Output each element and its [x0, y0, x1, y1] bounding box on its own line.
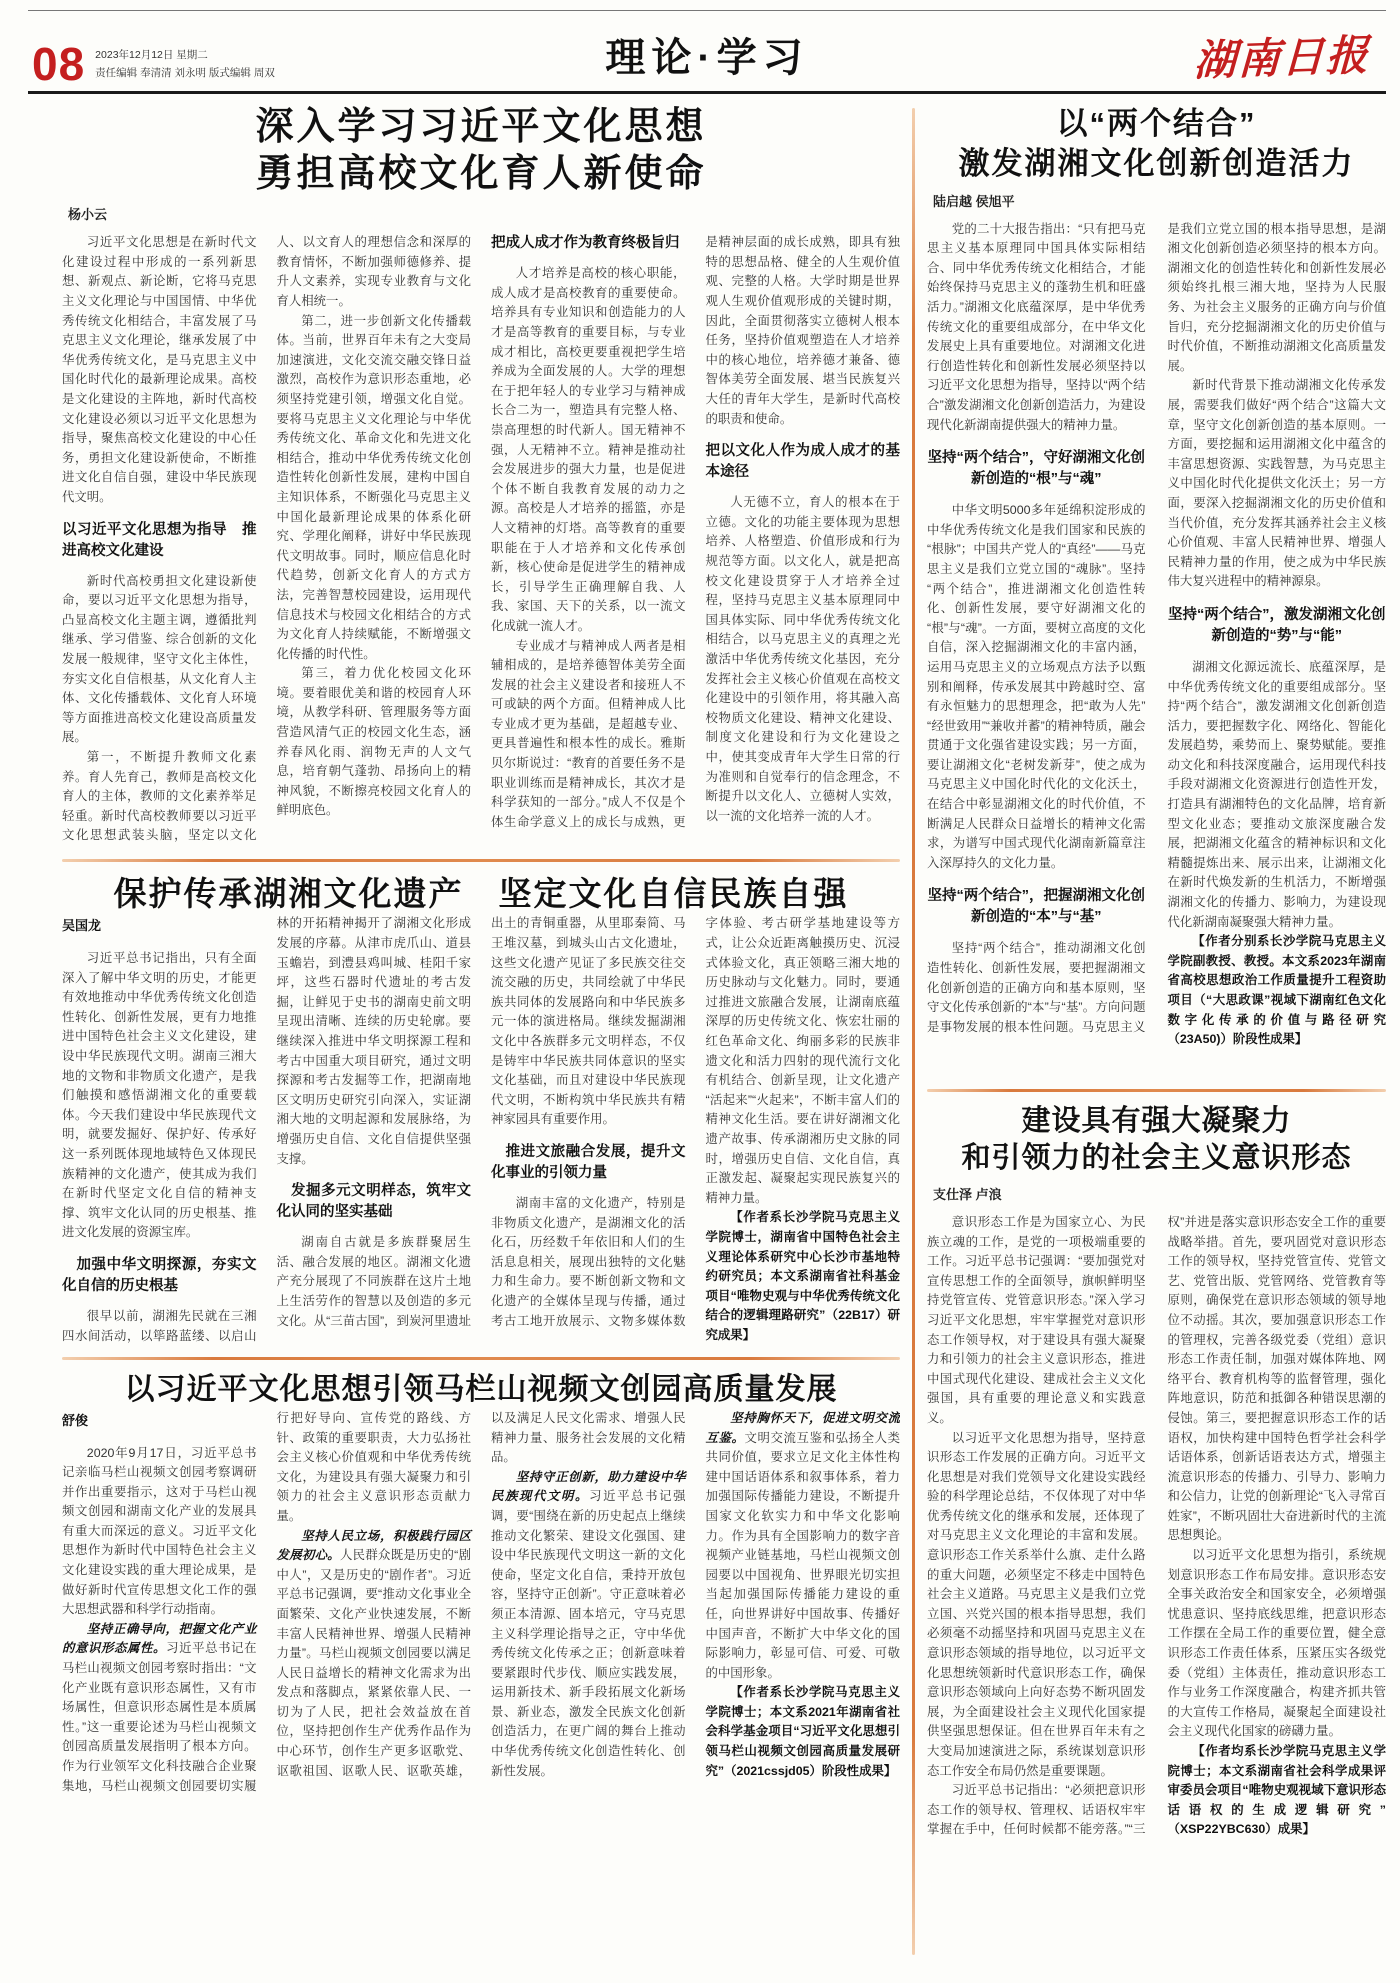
article-body — [62, 233, 900, 848]
title-line-1: 建设具有强大凝聚力 — [1021, 1104, 1292, 1137]
text-block — [1168, 932, 1387, 1050]
text-block — [927, 1213, 1146, 1429]
block-text: 很早以前，湖湘先民就在三湘四水间活动，以筚路蓝缕、以启山林的开拓精神揭开了湖湘文化形成发展的序幕。从津市虎爪山、道县玉蟾岩，到澧县鸡叫城、桂阳千家坪，这些石器时代遗址的考古发掘，让鲜见于史书的湖南史前文明呈现出清晰、连续的历史轮廓。要继续深入推进中华文明探源工程和考古中国重大项目研究，通过文明探源和考古发掘等工作，把湖南地区文明历史研究引向深入，实证湖湘大地的文明起源和发展脉络，为增强历史自信、文化自信提供坚强支撑。 — [62, 916, 471, 1343]
text-block — [491, 1468, 686, 1782]
text-block — [706, 1683, 901, 1781]
edition-editors: 责任编辑 奉清清 刘永明 版式编辑 周双 — [95, 67, 275, 80]
article-body — [927, 220, 1386, 1078]
article-body — [927, 1213, 1386, 1955]
text-block — [62, 233, 257, 507]
text-block — [927, 448, 1146, 490]
right-region — [927, 104, 1386, 1955]
block-text: 【作者均系长沙学院马克思主义学院博士；本文系湖南省社会科学成果评审委员会项目“唯物史观视域下意识形态话语权的生成逻辑研究”（XSP22YBC630）成果】 — [1167, 1744, 1386, 1837]
block-text: 第一，不断提升教师文化素养。育人先育己，教师是高校文化育人的主体，教师的文化素养举足轻重。新时代高校教师要以习近平文化思想武装头脑，坚定以文化人、以文育人的理想信念和深厚的教育情怀，不断加强师德修养、提升人文素养，实现专业教育与文化育人相统一。 — [62, 235, 471, 843]
title-line-2: 和引领力的社会主义意识形态 — [961, 1142, 1352, 1175]
text-block — [927, 1429, 1146, 1782]
block-text: 习近平总书记在马栏山视频文创园考察时指出：“文化产业既有意识形态属性，又有市场属性，但意识形态属性是本质属性。”这一重要论述为马栏山视频文创园高质量发展指明了根本方向。作为行业领军文化科技融合企业聚集地，马栏山视频文创园要切实履行把好导向、宣传党的路线、方针、政策的重要职责，大力弘扬社会主义核心价值观和中华优秀传统文化，为建设具有强大凝聚力和引领力的社会主义意识形态贡献力量。 — [62, 1410, 471, 1793]
orange-divider — [927, 1089, 1386, 1092]
text-block — [62, 916, 257, 937]
block-text: 第二，进一步创新文化传播载体。当前，世界百年未有之大变局加速演进，文化交流交融交锋日益激烈，高校作为意识形态重地，必须坚持党建引领，增强文化自觉。要将马克思主义文化理论与中华优秀传统文化、革命文化和先进文化相结合，推动中华优秀传统文化创造性转化创新性发展，建构中国自主知识体系，不断强化马克思主义中国化最新理论成果的体系化研究、学理化阐释，讲好中华民族现代文明故事。同时，顺应信息化时代趋势，创新文化育人的方式方法，完善智慧校园建设，运用现代信息技术与校园文化相结合的方式为文化育人持续赋能，不断增强文化传播的时代性。 — [276, 313, 471, 661]
block-text: 坚持“两个结合”，把握湖湘文化创新创造的“本”与“基” — [927, 888, 1145, 926]
paragraph-lead: 坚持人民立场，积极践行园区发展初心。 — [276, 1528, 471, 1563]
block-text: 习近平总书记强调，要“围绕在新的历史起点上继续推动文化繁荣、建设文化强国、建设中华民族现代文明这一新的文化使命，坚定文化自信，秉持开放包容，坚持守正创新”。守正意味着必须正本清源、固本培元，守马克思主义科学理论指导之正，守中华优秀传统文化传承之正；创新意味着要紧跟时代步伐、顺应实践发展，运用新技术、新手段拓展文化新场景、新业态，激发全民族文化创新创造活力，在更广阔的舞台上推动中华优秀传统文化创造性转化、创新性发展。 — [491, 1489, 686, 1778]
text-block — [62, 1255, 257, 1297]
block-text: 文明交流互鉴和弘扬全人类共同价值，要求立足文化主体性构建中国话语体系和叙事体系，着力加强国际传播能力建设，不断提升国家文化软实力和中华文化影响力。作为具有全国影响力的数字音视频产业链基地，马栏山视频文创园要以中国视角、世界眼光切实担当起加强国际传播能力建设的重任，向世界讲好中国故事、传播好中国声音，不断扩大中华文化的国际影响力，彰显可信、可爱、可敬的中国形象。 — [705, 1430, 900, 1680]
text-block — [277, 312, 472, 665]
block-text: 以习近平文化思想为指导 推进高校文化建设 — [62, 521, 257, 559]
masthead-bar — [28, 10, 1386, 94]
block-text: 加强中华文明探源，夯实文化自信的历史根基 — [62, 1256, 257, 1294]
block-text: 湖南丰富的文化遗产，特别是非物质文化遗产，是湖湘文化的活化石，历经数千年依旧和人们的生活息息相关，展现出独特的文化魅力和生命力。要不断创新文物和文化遗产的全媒体呈现与传播，通过考古工地开放展示、文物多媒体数字体验、考古研学基地建设等方式，让公众近距离触摸历史、沉浸式体验文化，真正领略三湘大地的历史脉动与文化魅力。同时，要通过推进文旅融合发展，让湖南底蕴深厚的历史传统文化、恢宏壮丽的红色革命文化、绚丽多彩的民族非遗文化和活力四射的现代流行文化有机结合、创新呈现，让文化遗产“活起来”“火起来”，不断丰富人们的精神文化生活。要在讲好湖湘文化遗产故事、传承湖湘历史文脉的同时，增强历史自信、文化自信，真正激发起、凝聚起实现民族复兴的精神力量。 — [491, 916, 900, 1328]
text-block — [62, 1444, 257, 1620]
block-text: 发掘多元文明样态，筑牢文化认同的坚实基础 — [276, 1183, 471, 1221]
block-text: 【作者系长沙学院马克思主义学院博士，湖南省中国特色社会主义理论体系研究中心长沙市基地特约研究员；本文系湖南省社科基金项目“唯物史观与中华优秀传统文化结合的逻辑理路研究”（22B17）研究成果】 — [705, 1210, 900, 1342]
byline: 支仕泽 卢浪 — [933, 1186, 1002, 1202]
article-title: 保护传承湖湘文化遗产 坚定文化自信民族自强 — [113, 875, 849, 913]
text-block — [706, 1208, 901, 1345]
block-text: 人才培养是高校的核心职能，成人成才是高校教育的重要使命。培养具有专业知识和创造能力的人才是高等教育的重要目标，与专业成才相比，高校更要重视把学生培养成为全面发展的人。大学的理想在于把年轻人的专业学习与精神成长合二为一，塑造具有完整人格、崇高理想的时代新人。国无精神不强，人无精神不立。精神是推动社会发展进步的强大力量，也是促进个体不断自我教育发展的动力之源。高校是人才培养的摇篮，亦是人文精神的灯塔。高等教育的重要职能在于人才培养和文化传承创新，核心使命是促进学生的精神成长，引导学生正确理解自我、人我、家国、天下的关系，以一流文化成就一流人才。 — [491, 266, 686, 633]
text-block — [706, 441, 901, 483]
text-block — [927, 220, 1146, 436]
orange-divider — [62, 1357, 900, 1360]
block-text: 以习近平文化思想为指引，系统规划意识形态工作布局安排。意识形态安全事关政治安全和国家安全，必须增强忧患意识、坚持底线思维，把意识形态工作摆在全局工作的重要位置，健全意识形态工作责任体系，压紧压实各级党委（党组）主体责任，推动意识形态工作与业务工作深度融合，构建齐抓共管的大宣传工作格局，凝聚起全面建设社会主义现代化国家的磅礴力量。 — [1167, 1548, 1386, 1739]
paragraph-lead: 坚持守正创新，助力建设中华民族现代文明。 — [491, 1469, 686, 1504]
title-line-1: 深入学习习近平文化思想 — [255, 106, 707, 148]
section-title: 理论·学习 — [605, 36, 809, 80]
article-xi-culture-universities — [62, 104, 900, 848]
block-text: 专业成才与精神成人两者是相辅相成的，是培养德智体美劳全面发展的社会主义建设者和接班人不可或缺的两个方面。但精神成人比专业成才更为基础，是超越专业、更具普遍性和根本性的成长。雅斯贝尔斯说过：“教育的首要任务不是职业训练而是精神成长，其次才是科学获知的一部分。”成人不仅是个体生命学意义上的成长与成熟，更是精神层面的成长成熟，即具有独特的思想品格、健全的人生观价值观、完整的人格。大学时期是世界观人生观价值观形成的关键时期，因此，全面贯彻落实立德树人根本任务，坚持价值观塑造在人才培养中的核心地位，培养德才兼备、德智体美劳全面发展、堪当民族复兴大任的青年大学生，是新时代高校的职责和使命。 — [491, 235, 900, 829]
block-text: 新时代背景下推动湖湘文化传承发展，需要我们做好“两个结合”这篇大文章，坚守文化创新创造的基本原则。一方面，要挖掘和运用湖湘文化中蕴含的丰富思想资源、实践智慧，为马克思主义中国化时代化提供文化沃土；另一方面，要深入挖掘湖湘文化的历史价值和当代价值，充分发挥其涵养社会主义核心价值观、丰富人民精神世界、增强人民精神力量的作用，使之成为中华民族伟大复兴进程中的精神源泉。 — [1167, 378, 1386, 589]
edition-date: 2023年12月12日 星期二 — [95, 49, 208, 62]
block-text: 人无德不立，育人的根本在于立德。文化的功能主要体现为思想培养、人格塑造、价值形成和行为规范等方面。以文化人，就是把高校文化建设贯穿于人才培养全过程，坚持马克思主义基本原理同中国具体实际、同中华优秀传统文化相结合，以马克思主义的真理之光激活中华优秀传统文化基因，充分发挥社会主义核心价值观在高校文化建设中的引领作用，将其融入高校物质文化建设、精神文化建设、制度文化建设和行为文化建设之中，使其变成青年大学生日常的行为准则和自觉奉行的信念理念，不断提升以文化人、立德树人实效，以一流的文化培养一流的人才。 — [705, 495, 900, 823]
paragraph-lead: 坚持胸怀天下，促进文明交流互鉴。 — [705, 1410, 900, 1445]
block-text: 第三，着力优化校园文化环境。要着眼优美和谐的校园育人环境，从教学科研、管理服务等方面营造风清气正的校园文化生态，涵养春风化雨、润物无声的人文气息，培育朝气蓬勃、昂扬向上的精神风貌，不断擦亮校园文化育人的鲜明底色。 — [276, 666, 471, 818]
text-block — [491, 264, 686, 636]
block-text: 党的二十大报告指出：“只有把马克思主义基本原理同中国具体实际相结合、同中华优秀传统文化相结合，才能始终保持马克思主义的蓬勃生机和旺盛活力。”湖湘文化底蕴深厚，是中华优秀传统文化的重要组成部分，在中华文化发展史上具有重要地位。对湖湘文化进行创造性转化和创新性发展必须坚持以习近平文化思想为指导，坚持以“两个结合”激发湖湘文化创新创造活力，为建设现代化新湖南提供强大的精神力量。 — [927, 221, 1146, 432]
article-title — [927, 1103, 1386, 1178]
article-socialist-ideology — [927, 1103, 1386, 1955]
text-block — [706, 493, 901, 826]
block-text: 习近平总书记指出：“必须把意识形态工作的领导权、管理权、话语权牢牢掌握在手中，任何时候都不能旁落。”“三权”并进是落实意识形态安全工作的重要战略举措。首先，要巩固党对意识形态工作的领导权，坚持党管宣传、党管文艺、党管出版、党管网络、党管教育等原则，确保党在意识形态领域的领导地位不动摇。其次，要加强意识形态工作的管理权，完善各级党委（党组）意识形态工作责任制，加强对媒体阵地、网络平台、教育机构等的监督管理，强化阵地意识，防范和抵御各种错误思潮的侵蚀。第三，要把握意识形态工作的话语权，加快构建中国特色哲学社会科学话语体系，创新话语表达方式，增强主流意识形态的传播力、引导力、影响力和公信力，让党的创新理论“飞入寻常百姓家”，不断巩固壮大奋进新时代的主流思想舆论。 — [927, 1214, 1386, 1837]
block-text: 中华文明5000多年延绵积淀形成的中华优秀传统文化是我们国家和民族的“根脉”；中国共产党人的“真经”——马克思主义是我们立党立国的“魂脉”。坚持“两个结合”，推进湖湘文化创造性转化、创新性发展，要守好湖湘文化的“根”与“魂”。一方面，要树立高度的文化自信，深入挖掘湖湘文化的丰富内涵，运用马克思主义的立场观点方法予以甄别和阐释，传承发展其中跨越时空、富有永恒魅力的思想理念，把“敢为人先”“经世致用”“兼收并蓄”的精神特质，融会贯通于文化强省建设实践；另一方面，要让湖湘文化“老树发新芽”，使之成为马克思主义中国化时代化的文化沃土，在结合中彰显湖湘文化的时代价值，不断满足人民群众日益增长的精神文化需求，为谱写中国式现代化湖南新篇章注入深厚持久的文化力量。 — [927, 503, 1146, 870]
text-block — [1168, 376, 1387, 592]
text-block — [927, 886, 1146, 928]
text-block — [706, 1409, 901, 1683]
article-two-combinations — [927, 104, 1386, 1078]
text-block — [277, 664, 472, 821]
text-block — [277, 1181, 472, 1223]
block-text: 【作者分别系长沙学院马克思主义学院副教授、教授。本文系2023年湖南省高校思想政治工作质量提升工程资助项目（“大思政课”视域下湖南红色文化数字化传承的价值与路径研究（23A50)）阶段性成果】 — [1167, 934, 1386, 1047]
block-text: 坚持“两个结合”，推动湖湘文化创造性转化、创新性发展，要把握湖湘文化创新创造的正确方向和基本原则，坚守文化传承创新的“本”与“基”。方向问题是事物发展的根本性问题。马克思主义是我们立党立国的根本指导思想，是湖湘文化创新创造必须坚持的根本方向。湖湘文化的创造性转化和创新性发展必须始终扎根三湘大地，坚持为人民服务、为社会主义服务的正确方向与价值旨归，充分挖掘湖湘文化的历史价值与时代价值，不断推动湖湘文化高质量发展。 — [927, 221, 1386, 1034]
article-title — [62, 104, 900, 198]
block-text: 湖湘文化源远流长、底蕴深厚，是中华优秀传统文化的重要组成部分。坚持“两个结合”，激发湖湘文化创新创造活力，要把握数字化、网络化、智能化发展趋势，乘势而上、聚势赋能。要推动文化和科技深度融合，运用现代科技手段对湖湘文化资源进行创造性开发，打造具有湖湘特色的文化品牌，培育新型文化业态；要推动文旅深度融合发展，把湖湘文化蕴含的精神标识和文化精髓提炼出来、展示出来，让湖湘文化在新时代焕发新的生机活力，不断增强湖湘文化的传播力、影响力，为建设现代化新湖南凝聚强大精神力量。 — [1167, 659, 1386, 929]
block-text: 把以文化人作为成人成才的基本途径 — [705, 443, 900, 481]
article-body — [62, 914, 900, 1346]
title-line-1: 以“两个结合” — [1056, 106, 1257, 141]
block-text: 坚持“两个结合”，激发湖湘文化创新创造的“势”与“能” — [1168, 606, 1386, 644]
title-line-2: 勇担高校文化育人新使命 — [255, 153, 707, 196]
edition-block — [28, 37, 605, 90]
text-block — [927, 501, 1146, 873]
text-block — [1168, 605, 1387, 647]
block-text: 意识形态工作是为国家立心、为民族立魂的工作，是党的一项极端重要的工作。习近平总书记强调：“要加强党对宣传思想工作的全面领导，旗帜鲜明坚持党管宣传、党管意识形态。”深入学习习近平文化思想，牢牢掌握党对意识形态工作领导权，对于建设具有强大凝聚力和引领力的社会主义意识形态，推进中国式现代化建设、建成社会主义文化强国，具有重要的理论意义和实践意义。 — [927, 1214, 1146, 1425]
article-title — [927, 104, 1386, 185]
block-text: 新时代高校勇担文化建设新使命，要以习近平文化思想为指导，凸显高校文化主题主调，遵循批判继承、学习借鉴、综合创新的文化发展一般规律，坚守文化主体性，夯实文化自信根基，从文化育人主体、文化传播载体、文化育人环境等方面推进高校文化建设高质量发展。 — [62, 573, 257, 745]
byline: 杨小云 — [68, 207, 108, 223]
block-text: 以习近平文化思想为指导，坚持意识形态工作发展的正确方向。习近平文化思想是对我们党领导文化建设实践经验的科学理论总结，不仅体现了对中华优秀传统文化的继承和发展，还体现了对马克思主义文化理论的丰富和发展。意识形态工作关系举什么旗、走什么路的重大问题，必须坚定不移走中国特色社会主义道路。马克思主义是我们立党立国、兴党兴国的根本指导思想，我们必须毫不动摇坚持和巩固马克思主义在意识形态领域的指导地位，以习近平文化思想统领新时代意识形态工作，确保意识形态领域向上向好态势不断巩固发展，为全面建设社会主义现代化国家提供坚强思想保证。但在世界百年未有之大变局加速演进之际，系统谋划意识形态工作安全布局仍然是重要课题。 — [927, 1430, 1146, 1778]
block-text: 把成人成才作为教育终极旨归 — [491, 235, 680, 252]
article-malanshan-park — [62, 1371, 900, 1933]
block-text: 人民群众既是历史的“剧中人”，又是历史的“剧作者”。习近平总书记强调，要“推动文化事业全面繁荣、文化产业快速发展，不断丰富人民精神世界、增强人民精神力量”。马栏山视频文创园要以满足人民日益增长的精神文化需求为出发点和落脚点，紧紧依靠人民、一切为了人民，把社会效益放在首位，坚持把创作生产优秀作品作为中心环节，创作生产更多讴歌党、讴歌祖国、讴歌人民、讴歌英雄，以及满足人民文化需求、增强人民精神力量、服务社会发展的文化精品。 — [276, 1410, 686, 1778]
block-text: 2020年9月17日，习近平总书记亲临马栏山视频文创园考察调研并作出重要指示，这对于马栏山视频文创园和湖南文化产业的发展具有重大而深远的意义。习近平文化思想作为新时代中国特色社会主义文化建设实践的重大理论成果，是做好新时代宣传思想文化工作的强大思想武器和科学行动指南。 — [62, 1445, 257, 1617]
block-text: 舒俊 — [62, 1412, 89, 1428]
page-number: 08 — [32, 37, 86, 90]
block-text: 湖南自古就是多族群聚居生活、融合发展的地区。湖湘文化遗产充分展现了不同族群在这片土地上生活劳作的智慧以及创造的多元文化。从“三苗古国”，到炭河里遗址出土的青铜重器，从里耶秦简、马王堆汉墓，到城头山古文化遗址，这些文化遗产见证了多民族交往交流交融的历史，共同绘就了中华民族共同体的发展路向和中华民族多元一体的演进格局。继续发掘湖湘文化中各族群多元文明样态，不仅是铸牢中华民族共同体意识的坚实文化基础，而且对建设中华民族现代文明，不断构筑中华民族共有精神家园具有重要作用。 — [276, 916, 686, 1328]
text-block — [1168, 658, 1387, 932]
text-block — [1168, 1742, 1387, 1840]
byline: 陆启越 侯旭平 — [933, 193, 1015, 209]
text-block — [62, 572, 257, 748]
block-text: 【作者系长沙学院马克思主义学院博士；本文系2021年湖南省社会科学基金项目“习近平文化思想引领马栏山视频文创园高质量发展研究”（2021cssjd05）阶段性成果】 — [705, 1685, 900, 1778]
orange-divider — [62, 859, 900, 862]
vertical-divider — [912, 108, 915, 1955]
article-huxiang-heritage — [62, 873, 900, 1346]
text-block — [62, 1411, 257, 1432]
article-title: 以习近平文化思想引领马栏山视频文创园高质量发展 — [124, 1373, 838, 1407]
text-block — [1168, 1546, 1387, 1742]
text-block — [491, 1142, 686, 1184]
left-region — [62, 104, 900, 1955]
edition-info — [95, 47, 275, 85]
title-line-2: 激发湖湘文化创新创造活力 — [958, 146, 1355, 182]
block-text: 推进文旅融合发展，提升文化事业的引领力量 — [491, 1144, 686, 1182]
block-text: 习近平总书记指出，只有全面深入了解中华文明的历史，才能更有效地推动中华优秀传统文化创造性转化、创新性发展，更有力地推进中国特色社会主义文化建设，建设中华民族现代文明。湖南三湘大地的文物和非物质文化遗产，是我们触摸和感悟湖湘文化的重要载体。今天我们建设中华民族现代文明，就要发掘好、保护好、传承好这一系列既体现地域特色又体现民族精神的文化遗产，使其成为我们在新时代坚定文化自信的精神支撑、筑牢文化认同的历史根基、推进文化发展的资源宝库。 — [62, 951, 257, 1240]
block-text: 吴国龙 — [62, 918, 102, 934]
main-content — [62, 104, 1386, 1955]
paragraph-lead: 坚持正确导向，把握文化产业的意识形态属性。 — [62, 1621, 257, 1656]
text-block — [491, 233, 686, 254]
newspaper-logo: 湖南日报 — [1193, 30, 1371, 86]
block-text: 习近平文化思想是在新时代文化建设过程中形成的一系列新思想、新观点、新论断，它将马克思主义文化理论与中国国情、中华优秀传统文化相结合，丰富发展了马克思主义文化理论，继承发展了中华优秀传统文化，是马克思主义中国化时代化的最新理论成果。高校是文化建设的主阵地，新时代高校文化建设必须以习近平文化思想为指导，聚焦高校文化建设的中心任务，勇担文化建设新使命，不断推进文化自信自强，建设中华民族现代文明。 — [62, 235, 257, 504]
text-block — [62, 520, 257, 562]
block-text: 坚持“两个结合”，守好湖湘文化创新创造的“根”与“魂” — [927, 450, 1145, 488]
article-body — [62, 1409, 900, 1933]
text-block — [62, 949, 257, 1243]
